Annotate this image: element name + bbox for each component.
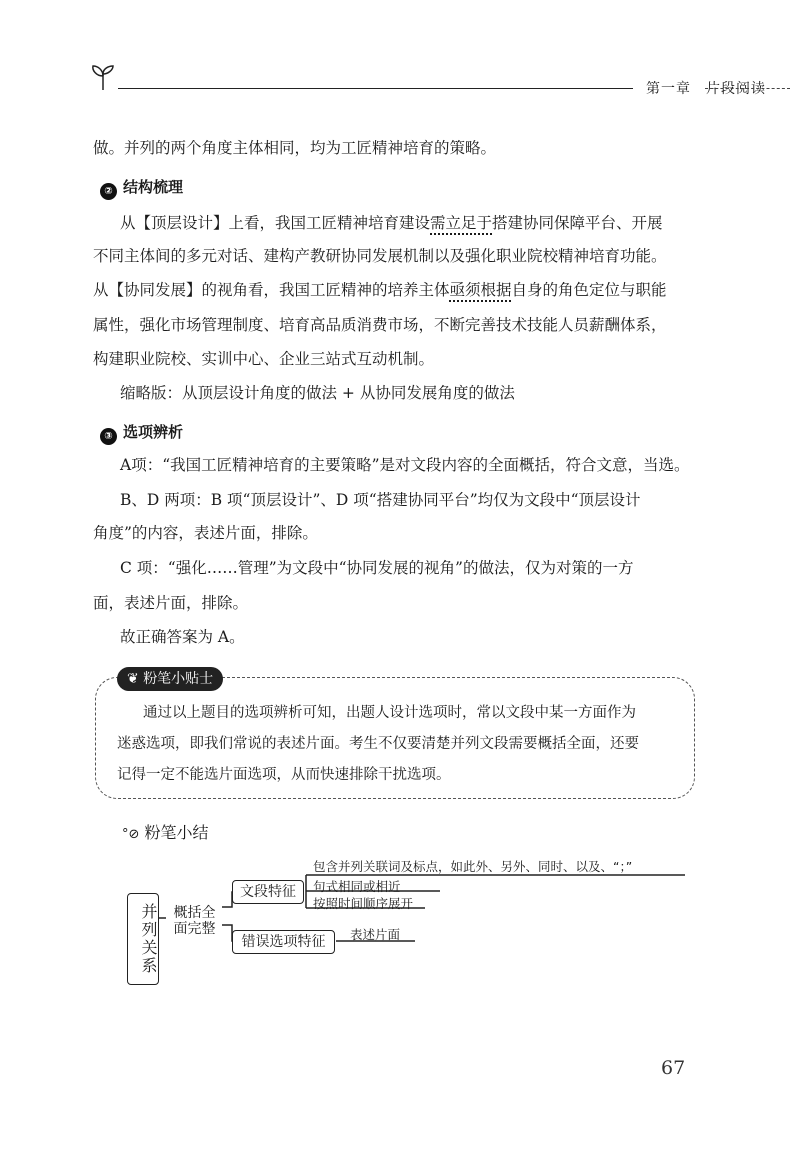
text-run: 搭建协同保障平台、开展 — [492, 214, 663, 232]
section-title: 结构梳理 — [123, 178, 184, 196]
structure-paragraph-2-line-3: 构建职业院校、实训中心、企业三站式互动机制。 — [93, 350, 435, 368]
feature-item: 按照时间顺序展开 — [313, 896, 414, 911]
paragraph-intro: 做。并列的两个角度主体相同，均为工匠精神培育的策略。 — [93, 139, 497, 157]
brief-summary: 缩略版：从顶层设计角度的做法 + 从协同发展角度的做法 — [120, 384, 515, 402]
section-title: 选项辨析 — [123, 423, 184, 441]
answer-statement: 故正确答案为 A。 — [120, 628, 245, 646]
emphasis-text: 亟须根据 — [449, 281, 512, 299]
structure-paragraph-2-line-2: 属性，强化市场管理制度、培育高品质消费市场，不断完善技术技能人员薪酬体系， — [93, 316, 667, 334]
section-number-badge: ② — [100, 183, 117, 200]
feature-item: 句式相同或相近 — [313, 879, 401, 894]
option-c-analysis-line-2: 面，表述片面，排除。 — [93, 594, 249, 612]
mindmap-core: 概括全面完整 — [173, 905, 216, 937]
emphasis-text: 需立足于 — [430, 214, 493, 232]
pencil-icon: °⊘ — [122, 827, 140, 842]
mindmap-feature-node: 文段特征 — [232, 880, 304, 904]
option-bd-analysis-line-2: 角度”的内容，表述片面，排除。 — [93, 524, 318, 542]
option-bd-analysis-line-1: B、D 两项：B 项“顶层设计”、D 项“搭建协同平台”均仅为文段中“顶层设计 — [120, 491, 641, 509]
text-run: 从【顶层设计】上看，我国工匠精神培育建设 — [120, 214, 431, 232]
summary-title: 粉笔小结 — [144, 823, 209, 842]
feature-item: 包含并列关联词及标点，如此外、另外、同时、以及、“；” — [313, 859, 633, 874]
tip-line-1: 通过以上题目的选项辨析可知，出题人设计选项时，常以文段中某一方面作为 — [143, 705, 636, 721]
chapter-title: 第一章 片段阅读 — [646, 81, 766, 97]
structure-paragraph-1-line-2: 不同主体间的多元对话、建构产教研协同发展机制以及强化职业院校精神培育功能。 — [93, 247, 667, 265]
text-run: 从【协同发展】的视角看，我国工匠精神的培养主体 — [93, 281, 450, 299]
tip-title: 粉笔小贴士 — [143, 671, 214, 687]
tip-line-3: 记得一定不能选片面选项，从而快速排除干扰选项。 — [117, 767, 451, 783]
wrong-option-item: 表述片面 — [350, 927, 401, 942]
section-number-badge: ③ — [100, 428, 117, 445]
page-number: 67 — [661, 1057, 686, 1079]
sprout-icon: ❦ — [127, 671, 139, 687]
tip-line-2: 迷惑选项，即我们常说的表述片面。考生不仅要清楚并列文段需要概括全面，还要 — [117, 736, 639, 752]
text-run: 自身的角色定位与职能 — [511, 281, 667, 299]
option-a-analysis: A项：“我国工匠精神培育的主要策略”是对文段内容的全面概括，符合文意，当选。 — [120, 456, 690, 474]
option-c-analysis-line-1: C 项：“强化……管理”为文段中“协同发展的视角”的做法，仅为对策的一方 — [120, 559, 634, 577]
mindmap-root: 并列关系 — [127, 893, 159, 985]
mindmap-wrong-option-node: 错误选项特征 — [232, 930, 335, 954]
